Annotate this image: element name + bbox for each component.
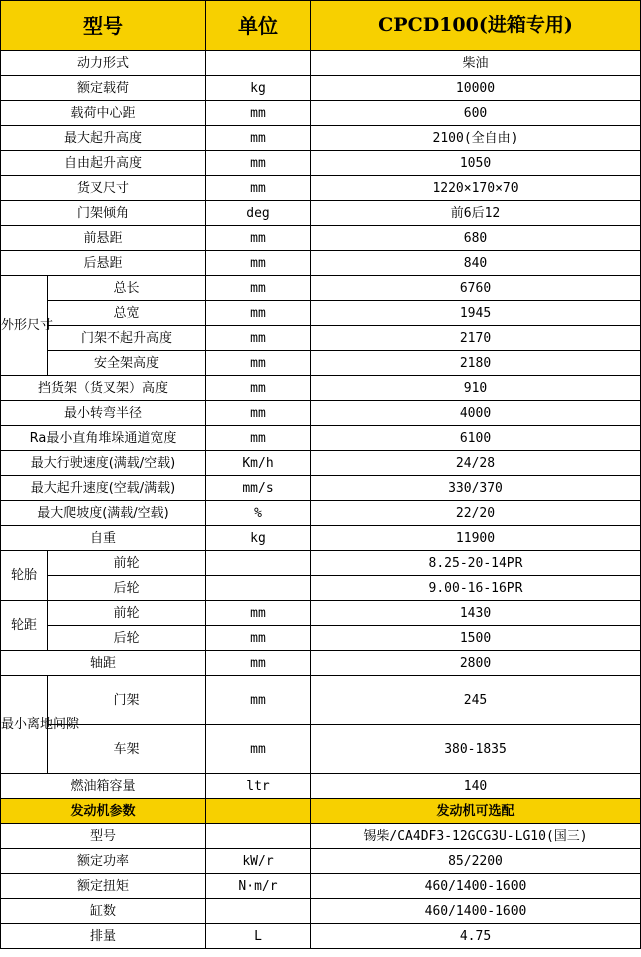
row-unit: mm [206, 351, 311, 376]
row-unit: mm [206, 301, 311, 326]
table-row [1, 774, 641, 799]
row-unit: N·m/r [206, 874, 311, 899]
row-value: 前6后12 [311, 201, 641, 226]
row-value: 4000 [311, 401, 641, 426]
table-row [1, 376, 641, 401]
row-label: 门架倾角 [1, 201, 206, 226]
row-value: 330/370 [311, 476, 641, 501]
row-label: 最大爬坡度(满载/空载) [1, 501, 206, 526]
row-label: 排量 [1, 924, 206, 949]
row-label: 最大起升速度(空载/满载) [1, 476, 206, 501]
table-row [1, 251, 641, 276]
row-unit: mm [206, 426, 311, 451]
table-row [1, 874, 641, 899]
row-label: 额定功率 [1, 849, 206, 874]
engine-section-header [1, 799, 641, 824]
row-value: 140 [311, 774, 641, 799]
table-row [1, 651, 641, 676]
row-label: 后轮 [48, 626, 206, 651]
table-row [1, 51, 641, 76]
row-value: 22/20 [311, 501, 641, 526]
table-row [1, 126, 641, 151]
table-row [1, 824, 641, 849]
table-row [1, 576, 641, 601]
row-value: 6100 [311, 426, 641, 451]
table-row [1, 924, 641, 949]
row-value: 460/1400-1600 [311, 899, 641, 924]
header-model: 型号 [1, 1, 206, 51]
row-value: 2800 [311, 651, 641, 676]
group-label-tyres: 轮胎 [1, 551, 48, 601]
header-unit: 单位 [206, 1, 311, 51]
table-row [1, 725, 641, 774]
row-unit: mm [206, 651, 311, 676]
row-unit [206, 551, 311, 576]
row-value: 680 [311, 226, 641, 251]
row-unit: mm [206, 126, 311, 151]
row-unit: mm [206, 676, 311, 725]
row-unit: Km/h [206, 451, 311, 476]
row-label: 额定扭矩 [1, 874, 206, 899]
row-label: 前悬距 [1, 226, 206, 251]
table-row [1, 426, 641, 451]
row-label: 燃油箱容量 [1, 774, 206, 799]
table-row [1, 476, 641, 501]
row-unit: % [206, 501, 311, 526]
row-value: 910 [311, 376, 641, 401]
row-value: 1945 [311, 301, 641, 326]
table-row [1, 551, 641, 576]
row-label: 最大起升高度 [1, 126, 206, 151]
row-value: 1500 [311, 626, 641, 651]
table-row [1, 76, 641, 101]
row-unit: mm [206, 626, 311, 651]
row-value: 24/28 [311, 451, 641, 476]
row-unit [206, 576, 311, 601]
table-row [1, 301, 641, 326]
row-label: Ra最小直角堆垛通道宽度 [1, 426, 206, 451]
row-label: 载荷中心距 [1, 101, 206, 126]
table-row [1, 626, 641, 651]
row-value: 4.75 [311, 924, 641, 949]
table-row [1, 276, 641, 301]
table-row [1, 676, 641, 725]
row-value: 1050 [311, 151, 641, 176]
row-unit: mm [206, 376, 311, 401]
engine-header-right: 发动机可选配 [311, 799, 641, 824]
row-unit: mm/s [206, 476, 311, 501]
row-unit: kW/r [206, 849, 311, 874]
group-label-dimensions: 外形尺寸 [1, 276, 48, 376]
table-row [1, 849, 641, 874]
row-label: 总宽 [48, 301, 206, 326]
row-unit: mm [206, 725, 311, 774]
row-unit [206, 824, 311, 849]
row-unit: mm [206, 401, 311, 426]
table-row [1, 151, 641, 176]
row-value: 460/1400-1600 [311, 874, 641, 899]
row-unit [206, 51, 311, 76]
table-header-row [1, 1, 641, 51]
row-value: 11900 [311, 526, 641, 551]
row-unit: ltr [206, 774, 311, 799]
row-label: 门架 [48, 676, 206, 725]
row-value: 6760 [311, 276, 641, 301]
header-value: CPCD100(进箱专用) [311, 1, 641, 51]
row-label: 安全架高度 [48, 351, 206, 376]
row-value: 锡柴/CA4DF3-12GCG3U-LG10(国三) [311, 824, 641, 849]
row-value: 2100(全自由) [311, 126, 641, 151]
row-value: 2180 [311, 351, 641, 376]
table-row [1, 326, 641, 351]
row-value: 245 [311, 676, 641, 725]
group-label-clearance: 最小离地间隙 [1, 676, 48, 774]
row-value: 8.25-20-14PR [311, 551, 641, 576]
table-row [1, 201, 641, 226]
row-unit: kg [206, 526, 311, 551]
row-label: 前轮 [48, 551, 206, 576]
row-unit: L [206, 924, 311, 949]
table-row [1, 101, 641, 126]
row-value: 1430 [311, 601, 641, 626]
table-row [1, 899, 641, 924]
row-value: 380-1835 [311, 725, 641, 774]
table-row [1, 176, 641, 201]
row-unit: mm [206, 176, 311, 201]
row-value: 2170 [311, 326, 641, 351]
row-unit: mm [206, 101, 311, 126]
row-label: 额定载荷 [1, 76, 206, 101]
row-unit: kg [206, 76, 311, 101]
row-unit: mm [206, 251, 311, 276]
row-label: 轴距 [1, 651, 206, 676]
row-label: 最大行驶速度(满载/空载) [1, 451, 206, 476]
row-label: 型号 [1, 824, 206, 849]
row-unit: mm [206, 151, 311, 176]
row-label: 后轮 [48, 576, 206, 601]
row-label: 最小转弯半径 [1, 401, 206, 426]
row-label: 自重 [1, 526, 206, 551]
row-label: 门架不起升高度 [48, 326, 206, 351]
table-row [1, 351, 641, 376]
row-unit: mm [206, 226, 311, 251]
row-unit: mm [206, 276, 311, 301]
row-unit: deg [206, 201, 311, 226]
row-label: 动力形式 [1, 51, 206, 76]
row-label: 后悬距 [1, 251, 206, 276]
row-label: 挡货架（货叉架）高度 [1, 376, 206, 401]
row-unit: mm [206, 326, 311, 351]
row-value: 600 [311, 101, 641, 126]
row-value: 85/2200 [311, 849, 641, 874]
table-row [1, 401, 641, 426]
table-row [1, 526, 641, 551]
row-unit [206, 899, 311, 924]
table-row [1, 451, 641, 476]
engine-header-left: 发动机参数 [1, 799, 206, 824]
row-value: 9.00-16-16PR [311, 576, 641, 601]
table-row [1, 226, 641, 251]
engine-header-blank [206, 799, 311, 824]
row-unit: mm [206, 601, 311, 626]
row-value: 840 [311, 251, 641, 276]
row-label: 车架 [48, 725, 206, 774]
row-value: 柴油 [311, 51, 641, 76]
row-label: 缸数 [1, 899, 206, 924]
group-label-track: 轮距 [1, 601, 48, 651]
row-label: 货叉尺寸 [1, 176, 206, 201]
row-value: 1220×170×70 [311, 176, 641, 201]
row-label: 自由起升高度 [1, 151, 206, 176]
table-row [1, 601, 641, 626]
row-label: 前轮 [48, 601, 206, 626]
row-label: 总长 [48, 276, 206, 301]
row-value: 10000 [311, 76, 641, 101]
table-row [1, 501, 641, 526]
